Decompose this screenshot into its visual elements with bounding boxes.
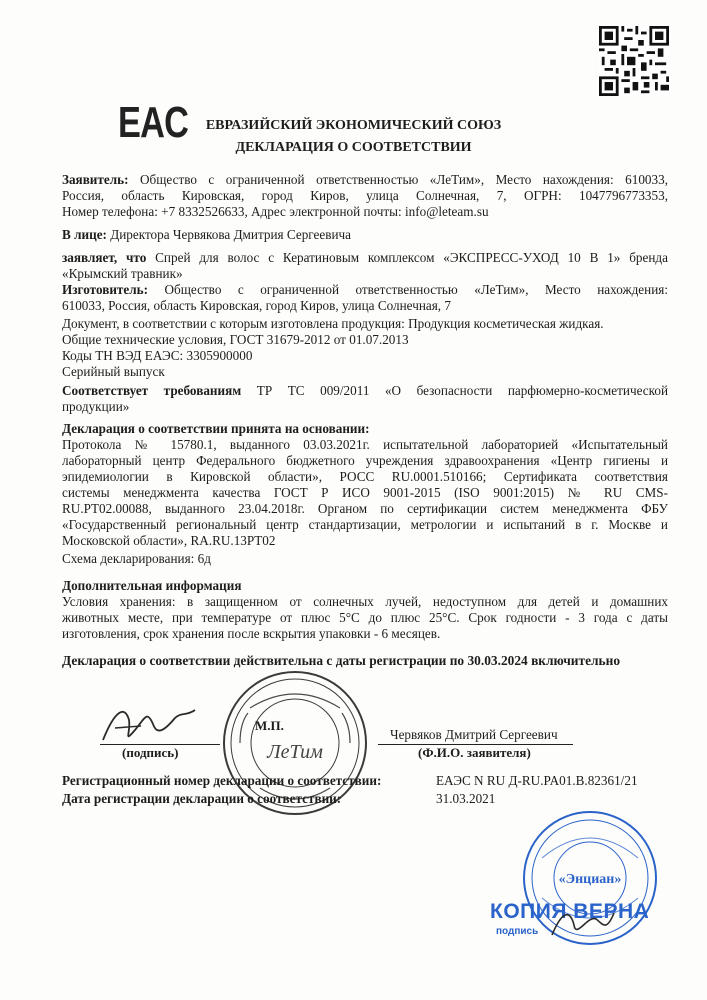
basis-line: RU.PT02.00088, выданного 23.04.2018г. Органом по сертификации систем менеджмента ФБУ — [62, 501, 668, 516]
registration-number-label: Регистрационный номер декларации о соответствии: — [62, 773, 382, 788]
doc-line: Документ, в соответствии с которым изготовлена продукция: Продукция косметическая жидкая. — [62, 316, 604, 331]
copy-signature — [548, 905, 618, 945]
svg-text:«Энциан»: «Энциан» — [558, 872, 622, 887]
registration-number: ЕАЭС N RU Д-RU.PA01.B.82361/21 — [436, 773, 638, 788]
document-title: ДЕКЛАРАЦИЯ О СООТВЕТСТВИИ — [235, 140, 472, 155]
basis-line: лабораторный центр Федерального бюджетного учреждения здравоохранения «Центр гигиены и — [62, 453, 668, 468]
validity-statement: Декларация о соответствии действительна с даты регистрации по 30.03.2024 включительно — [62, 653, 621, 668]
basis-line: системы менеджмента качества ГОСТ Р ИСО 9001-2015 (ISO 9001:2015) № RU CMS- — [62, 485, 668, 500]
conformity-line-2: продукции» — [62, 399, 130, 414]
name-caption: (Ф.И.О. заявителя) — [418, 745, 531, 760]
registration-date-label: Дата регистрации декларации о соответствии: — [62, 791, 342, 806]
product-line-2: «Крымский травник» — [62, 266, 183, 281]
applicant-line-3: Номер телефона: +7 8332526633, Адрес электронной почты: info@leteam.su — [62, 204, 489, 219]
hs-codes: Коды ТН ВЭД ЕАЭС: 3305900000 — [62, 348, 253, 363]
manufacturer-line-1: Изготовитель: Общество с ограниченной ответственностью «ЛеТим», Место нахождения: — [62, 282, 668, 297]
product-line-1: заявляет, что Спрей для волос с Кератиновым комплексом «ЭКСПРЕСС-УХОД 10 В 1» бренда — [62, 250, 668, 265]
stamp-placeholder-mark: М.П. — [255, 718, 284, 733]
basis-line: Протокола № 15780.1, выданного 03.03.2021г. испытательной лабораторией «Испытательный — [62, 437, 668, 452]
storage-line: Условия хранения: в защищенном от солнечных лучей, недоступном для детей и домашних — [62, 594, 668, 609]
basis-line: «Государственный региональный центр стандартизации, метрологии и испытаний в г. Москве и — [62, 517, 668, 532]
qr-code — [599, 26, 669, 96]
conformity-line-1: Соответствует требованиям ТР ТС 009/2011 «О безопасности парфюмерно-косметической — [62, 383, 669, 398]
copy-stamp-signature-caption: подпись — [496, 926, 539, 937]
storage-line: изготовления, срок хранения после вскрытия упаковки - 6 месяцев. — [62, 626, 441, 641]
applicant-line-2: Россия, область Кировская, город Киров, улица Солнечная, 7, ОГРН: 1047796773353, — [62, 188, 668, 203]
storage-line: животных месте, при температуре от плюс 5°C до плюс 25°C. Срок годности - 3 года с даты — [62, 610, 668, 625]
doc-line: Общие технические условия, ГОСТ 31679-2012 от 01.07.2013 — [62, 332, 409, 347]
applicant-line-1: Заявитель: Общество с ограниченной ответственностью «ЛеТим», Место нахождения: 610033, — [62, 172, 669, 187]
svg-text:ЛеТим: ЛеТим — [267, 741, 323, 763]
manufacturer-line-2: 610033, Россия, область Кировская, город Киров, улица Солнечная, 7 — [62, 298, 451, 313]
handwritten-signature — [95, 700, 205, 750]
representative: В лице: Директора Червякова Дмитрия Сергеевича — [62, 227, 352, 242]
basis-line: Московской области», RA.RU.13PT02 — [62, 533, 276, 548]
additional-heading: Дополнительная информация — [62, 578, 242, 593]
declaration-scheme: Схема декларирования: 6д — [62, 551, 211, 566]
applicant-label: Заявитель: — [62, 172, 129, 187]
certified-copy-stamp: КОПИЯ ВЕРНА — [490, 900, 650, 923]
registration-date: 31.03.2021 — [436, 791, 496, 806]
serial-production: Серийный выпуск — [62, 364, 165, 379]
eac-logo: EAC — [118, 98, 189, 147]
basis-heading: Декларация о соответствии принята на основании: — [62, 421, 370, 436]
union-title: ЕВРАЗИЙСКИЙ ЭКОНОМИЧЕСКИЙ СОЮЗ — [205, 118, 502, 133]
applicant-name: Червяков Дмитрий Сергеевич — [390, 727, 558, 742]
signature-caption: (подпись) — [122, 745, 179, 760]
basis-line: эпидемиологии в Кировской области», РОСС RU.0001.510166; Сертификата соответствия — [62, 469, 668, 484]
